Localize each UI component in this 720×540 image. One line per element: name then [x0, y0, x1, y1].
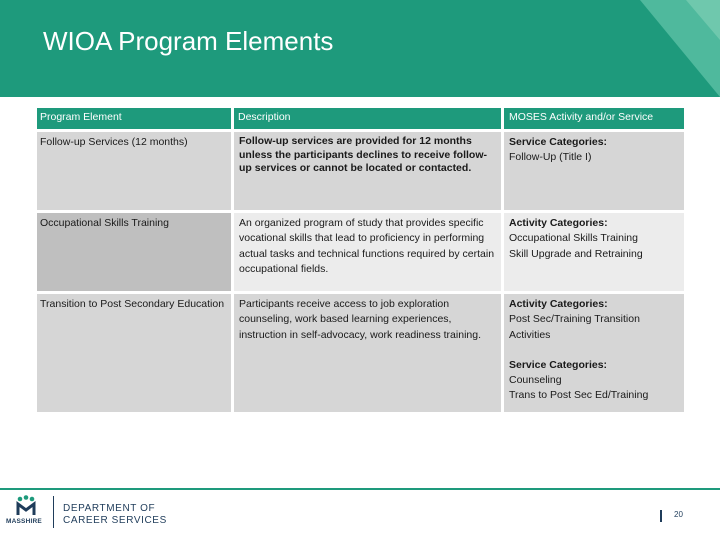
page-number: 20	[674, 510, 683, 519]
moses-category-item: Skill Upgrade and Retraining	[509, 247, 643, 260]
description-cell: Participants receive access to job exploration counseling, work based learning experiences, instruction in self-advocacy, work readiness training.	[234, 294, 501, 412]
footer-divider	[0, 488, 720, 490]
moses-category-item: Trans to Post Sec Ed/Training	[509, 389, 649, 402]
description-cell: An organized program of study that provides specific vocational skills that lead to proficiency in performing actual tasks and technical functions required by certain occupational fields.	[234, 213, 501, 291]
moses-category-item: Activities	[509, 328, 551, 341]
table-header-row	[37, 108, 684, 129]
page-number-bar	[660, 510, 662, 522]
program-elements-table	[37, 108, 684, 412]
logo-divider	[53, 496, 54, 528]
program-element-cell: Follow-up Services (12 months)	[37, 132, 231, 210]
moses-cell	[504, 132, 684, 210]
program-element-cell: Transition to Post Secondary Education	[37, 294, 231, 412]
masshire-logo-text: MASSHIRE	[6, 518, 42, 525]
moses-category-item: Occupational Skills Training	[509, 232, 638, 245]
description-cell: Follow-up services are provided for 12 months unless the participants declines to receive follow-up services or cannot be located or contacted.	[234, 132, 501, 210]
moses-cell	[504, 213, 684, 291]
header-program-element: Program Element	[37, 108, 231, 129]
slide-title: WIOA Program Elements	[43, 26, 334, 56]
moses-category-heading: Activity Categories:	[509, 217, 608, 229]
title-banner	[0, 0, 720, 97]
moses-category-item: Follow-Up (Title I)	[509, 151, 592, 164]
moses-category-item: Counseling	[509, 374, 562, 387]
moses-category-heading: Service Categories:	[509, 358, 608, 371]
table-row	[37, 213, 684, 291]
banner-corner-highlight	[686, 0, 720, 40]
moses-category-heading: Service Categories:	[509, 136, 608, 148]
header-description: Description	[234, 108, 501, 129]
moses-category-heading: Activity Categories:	[509, 298, 608, 310]
program-element-cell: Occupational Skills Training	[37, 213, 231, 291]
moses-cell	[504, 294, 684, 412]
table-row	[37, 132, 684, 210]
moses-category-item: Post Sec/Training Transition	[509, 313, 640, 326]
header-moses: MOSES Activity and/or Service	[504, 108, 684, 129]
dept-line-2: CAREER SERVICES	[63, 515, 167, 526]
table-row	[37, 294, 684, 412]
dept-line-1: DEPARTMENT OF	[63, 503, 156, 514]
department-name	[63, 503, 167, 527]
